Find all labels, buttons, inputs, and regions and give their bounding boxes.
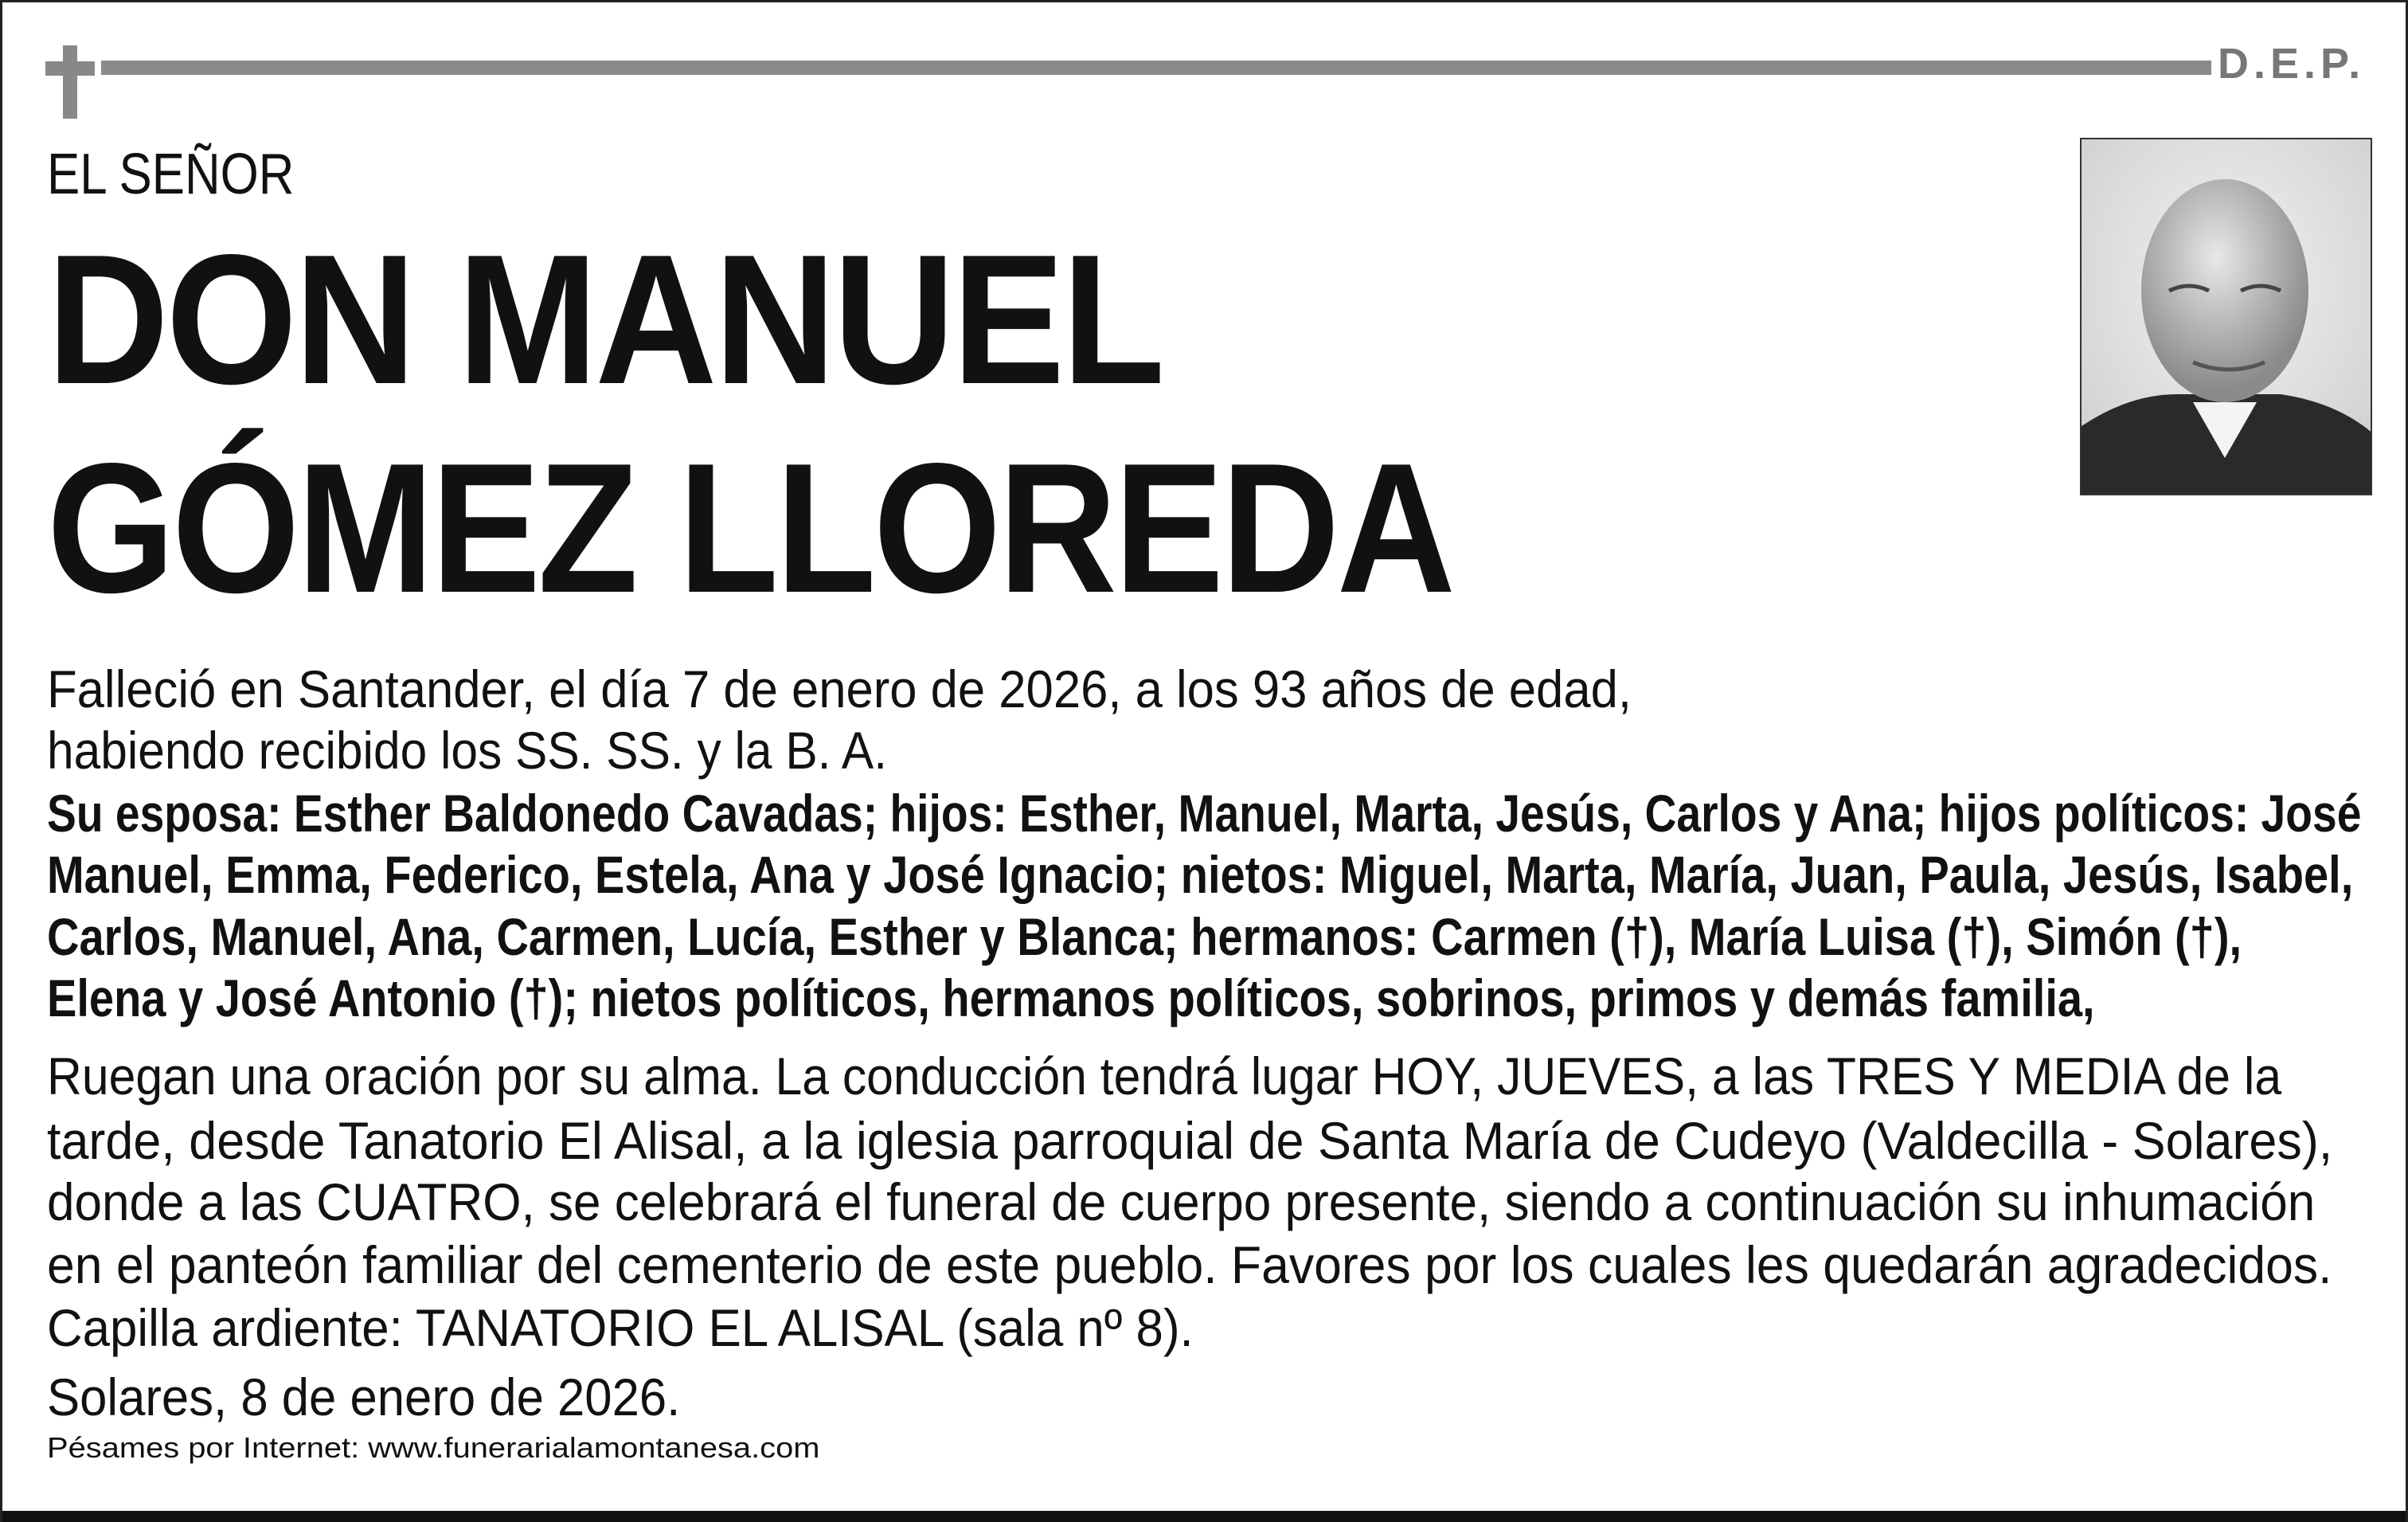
- portrait-photo: [2080, 138, 2372, 495]
- title-prefix: EL SEÑOR: [47, 143, 295, 206]
- family-line: Manuel, Emma, Federico, Estela, Ana y José Ignacio; nietos: Miguel, Marta, María, Juan, Paula, Jesús, Isabel,: [47, 845, 2354, 904]
- ceremony-line: tarde, desde Tanatorio El Alisal, a la iglesia parroquial de Santa María de Cudeyo (Valdecilla - Solares),: [47, 1111, 2333, 1170]
- ceremony-line: donde a las CUATRO, se celebrará el funeral de cuerpo presente, siendo a continuación su inhumación: [47, 1172, 2316, 1231]
- cross-icon: [45, 45, 95, 119]
- ceremony-line: en el panteón familiar del cementerio de este pueblo. Favores por los cuales les quedarán agradecidos.: [47, 1235, 2332, 1294]
- ceremony-line: Capilla ardiente: TANATORIO EL ALISAL (sala nº 8).: [47, 1298, 1194, 1357]
- death-notice-line: Falleció en Santander, el día 7 de enero de 2026, a los 93 años de edad,: [47, 659, 1632, 718]
- header-rule: [101, 61, 2211, 75]
- bottom-rule: [2, 1511, 2406, 1522]
- deceased-name-line: DON MANUEL: [47, 217, 1163, 423]
- dep-label: D.E.P.: [2218, 40, 2366, 88]
- death-notice-line: habiendo recibido los SS. SS. y la B. A.: [47, 721, 888, 780]
- family-line: Elena y José Antonio (†); nietos políticos, hermanos políticos, sobrinos, primos y demás familia,: [47, 968, 2095, 1027]
- condolences-footer: Pésames por Internet: www.funerarialamontanesa.com: [47, 1431, 820, 1464]
- place-date: Solares, 8 de enero de 2026.: [47, 1367, 681, 1426]
- family-line: Carlos, Manuel, Ana, Carmen, Lucía, Esther y Blanca; hermanos: Carmen (†), María Luisa (†), Simón (†),: [47, 907, 2242, 966]
- ceremony-line: Ruegan una oración por su alma. La conducción tendrá lugar HOY, JUEVES, a las TRES Y MEDIA de la: [47, 1047, 2282, 1105]
- family-line: Su esposa: Esther Baldonedo Cavadas; hijos: Esther, Manuel, Marta, Jesús, Carlos y Ana; hijos políticos: José: [47, 784, 2362, 843]
- deceased-name-line: GÓMEZ LLOREDA: [47, 425, 1453, 632]
